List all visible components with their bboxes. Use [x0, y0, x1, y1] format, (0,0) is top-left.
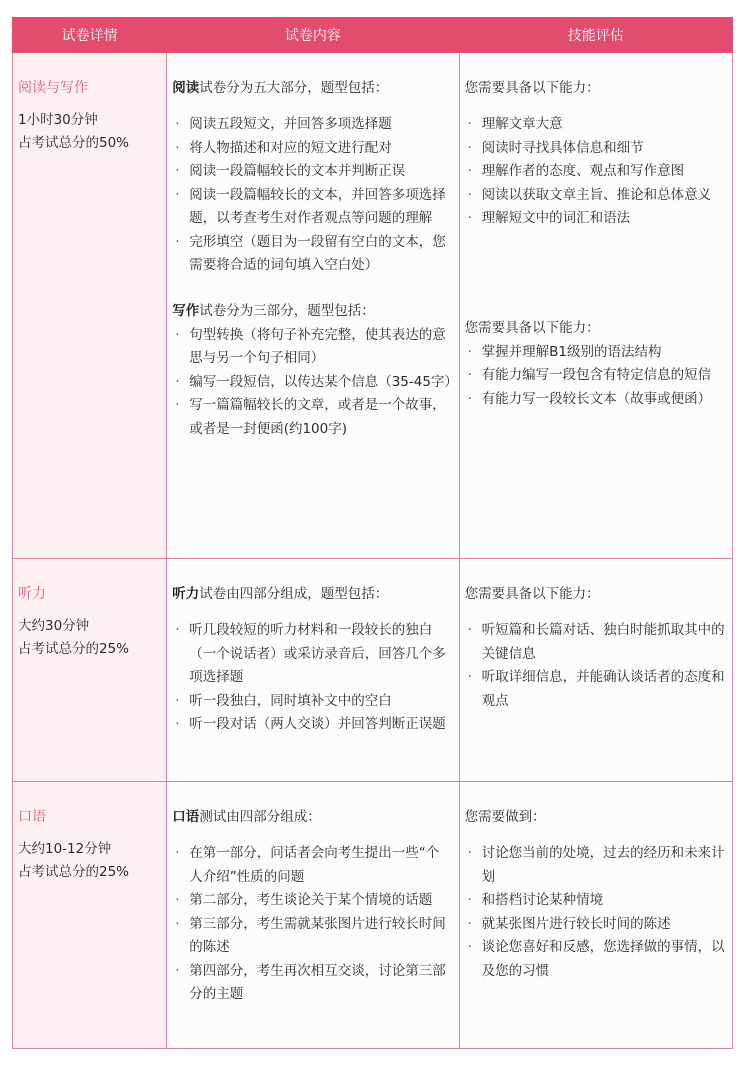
list-item: · 阅读五段短文，并回答多项选择题: [172, 113, 452, 137]
section-name: 口语: [18, 809, 46, 825]
content-list: [172, 324, 458, 442]
list-item: · 听取详细信息，并能确认谈话者的态度和观点: [465, 666, 726, 713]
skill-list: [465, 842, 726, 983]
list-item: · 将人物描述和对应的短文进行配对: [172, 137, 452, 161]
skill-list: [465, 619, 726, 713]
list-item: · 就某张图片进行较长时间的陈述: [465, 913, 726, 937]
list-item: · 谈论您喜好和反感，您选择做的事情，以及您的习惯: [465, 936, 726, 983]
skill-intro: 您需要具备以下能力：: [464, 319, 600, 336]
detail-cell: [13, 782, 167, 1049]
skill-intro: 您需要做到：: [464, 809, 546, 825]
list-item: · 理解文章大意: [465, 113, 726, 137]
content-cell: [167, 559, 459, 782]
list-item: · 有能力编写一段包含有特定信息的短信: [465, 364, 726, 388]
skill-intro: 您需要具备以下能力：: [464, 586, 600, 602]
table-row-listening: [13, 559, 733, 782]
content-cell: [167, 782, 459, 1049]
section-duration: 大约30分钟: [18, 618, 90, 634]
section-name: 阅读与写作: [18, 80, 88, 96]
list-item: · 听一段对话（两人交谈）并回答判断正误题: [172, 713, 452, 737]
content-intro: 听力试卷由四部分组成，题型包括：: [172, 586, 389, 602]
list-item: · 阅读以获取文章主旨、推论和总体意义: [465, 184, 726, 208]
skill-list: [465, 113, 726, 231]
header-skill-assessment: 技能评估: [459, 18, 732, 53]
skill-cell: [459, 782, 732, 1049]
list-item: · 阅读一段篇幅较长的文本并判断正误: [172, 160, 452, 184]
content-intro: 写作试卷分为三部分，题型包括：: [172, 302, 375, 319]
table-header-row: [13, 18, 733, 53]
table-row-reading-writing: [13, 53, 733, 559]
list-item: · 第四部分，考生再次相互交谈，讨论第三部分的主题: [172, 960, 452, 1007]
exam-structure-table: [12, 17, 733, 1049]
list-item: · 句型转换（将句子补充完整，使其表达的意思与另一个句子相同）: [172, 324, 452, 371]
list-item: · 阅读一段篇幅较长的文本，并回答多项选择题，以考查考生对作者观点等问题的理解: [172, 184, 452, 231]
content-intro: 口语测试由四部分组成：: [172, 809, 321, 825]
list-item: · 掌握并理解B1级别的语法结构: [465, 341, 726, 365]
skill-intro: 您需要具备以下能力：: [464, 80, 600, 96]
list-item: · 第二部分，考生谈论关于某个情境的话题: [172, 889, 452, 913]
list-item: · 和搭档讨论某种情境: [465, 889, 726, 913]
section-weight: 占考试总分的25%: [18, 641, 130, 657]
list-item: · 完形填空（题目为一段留有空白的文本，您需要将合适的词句填入空白处）: [172, 231, 452, 278]
list-item: · 编写一段短信，以传达某个信息（35-45字）: [172, 371, 452, 395]
content-list: [172, 113, 452, 278]
list-item: · 讨论您当前的处境，过去的经历和未来计划: [465, 842, 726, 889]
skill-cell: [459, 53, 732, 559]
section-duration: 1小时30分钟: [18, 112, 98, 128]
skill-list: [465, 341, 726, 412]
list-item: · 写一篇篇幅较长的文章，或者是一个故事，或者是一封便函(约100字): [172, 394, 452, 441]
list-item: · 听几段较短的听力材料和一段较长的独白（一个说话者）或采访录音后，回答几个多项选择题: [172, 619, 452, 690]
section-weight: 占考试总分的25%: [18, 864, 130, 880]
list-item: · 在第一部分，问话者会向考生提出一些“个人介绍”性质的问题: [172, 842, 452, 889]
header-exam-details: 试卷详情: [13, 18, 167, 53]
table-row-speaking: [13, 782, 733, 1049]
section-name: 听力: [18, 586, 46, 602]
detail-cell: [13, 559, 167, 782]
content-intro: 阅读试卷分为五大部分，题型包括：: [172, 80, 389, 96]
list-item: · 第三部分，考生需就某张图片进行较长时间的陈述: [172, 913, 452, 960]
detail-cell: [13, 53, 167, 559]
header-exam-content: 试卷内容: [167, 18, 459, 53]
skill-cell: [459, 559, 732, 782]
content-list: [172, 619, 452, 737]
list-item: · 听短篇和长篇对话、独白时能抓取其中的关键信息: [465, 619, 726, 666]
list-item: · 理解短文中的词汇和语法: [465, 207, 726, 231]
section-weight: 占考试总分的50%: [18, 135, 130, 151]
content-list: [172, 842, 452, 1007]
list-item: · 有能力写一段较长文本（故事或便函）: [465, 388, 726, 412]
section-duration: 大约10-12分钟: [18, 841, 112, 857]
content-cell: [167, 53, 459, 559]
list-item: · 听一段独白，同时填补文中的空白: [172, 690, 452, 714]
list-item: · 阅读时寻找具体信息和细节: [465, 137, 726, 161]
list-item: · 理解作者的态度、观点和写作意图: [465, 160, 726, 184]
